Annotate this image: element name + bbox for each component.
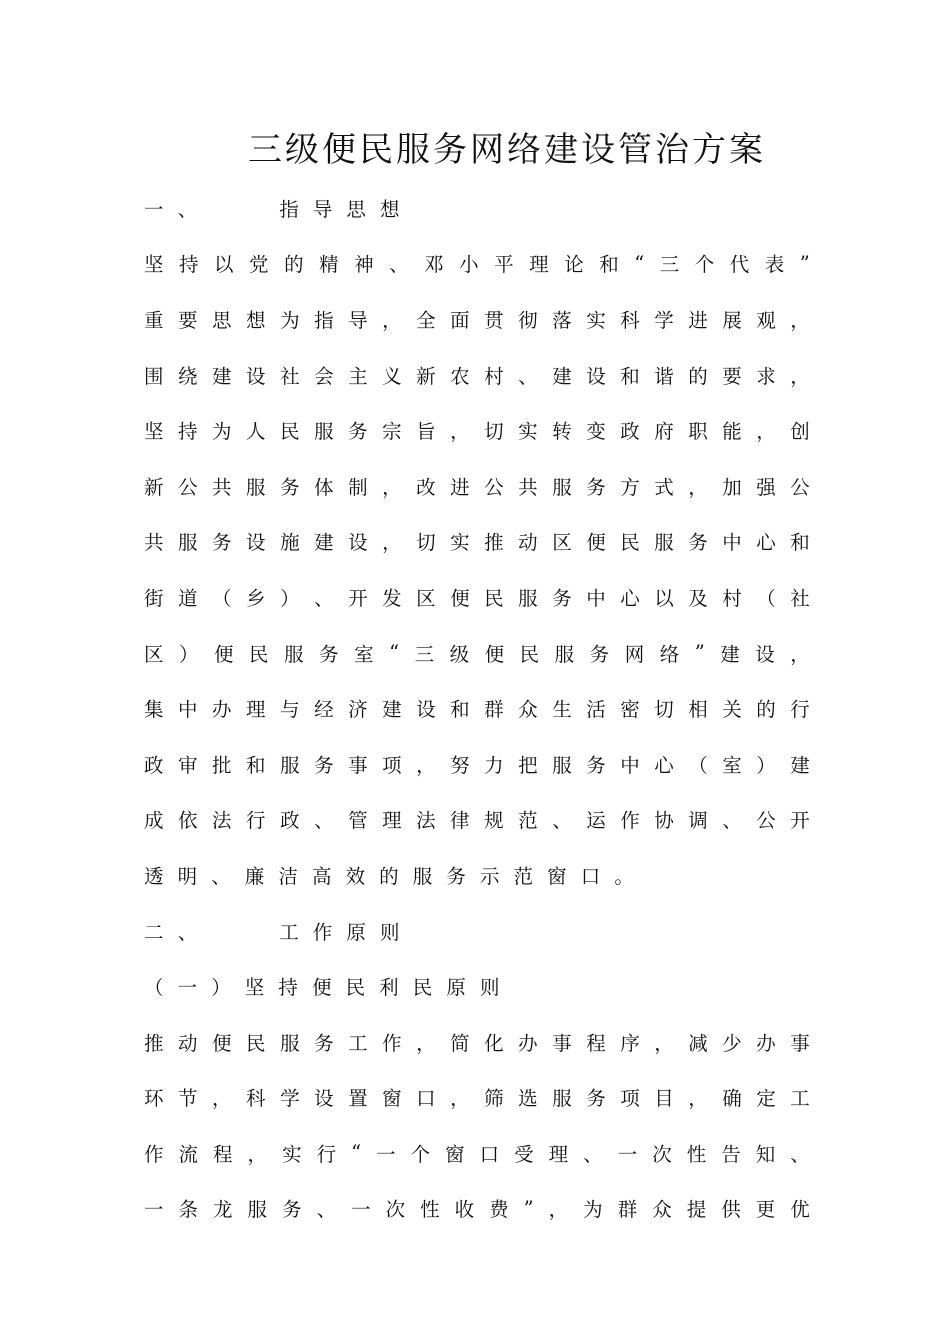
body-line: 推 动 便 民 服 务 工 作 ， 简 化 办 事 程 序 ， 减 少 办 事 [144, 1031, 810, 1055]
body-line: （ 一 ） 坚 持 便 民 利 民 原 则 [144, 976, 500, 1000]
body-line: 坚 持 为 人 民 服 务 宗 旨 ， 切 实 转 变 政 府 职 能 ， 创 [144, 420, 810, 444]
body-line: 共 服 务 设 施 建 设 ， 切 实 推 动 区 便 民 服 务 中 心 和 [144, 531, 810, 555]
body-line: 街 道 （ 乡 ） 、 开 发 区 便 民 服 务 中 心 以 及 村 （ 社 [144, 586, 810, 610]
body-line: 环 节 ， 科 学 设 置 窗 口 ， 筛 选 服 务 项 目 ， 确 定 工 [144, 1087, 810, 1111]
body-line: 一 、 指 导 思 想 [144, 197, 400, 221]
body-line: 集 中 办 理 与 经 济 建 设 和 群 众 生 活 密 切 相 关 的 行 [144, 698, 810, 722]
document-body [144, 180, 810, 1236]
body-line: 政 审 批 和 服 务 事 项 ， 努 力 把 服 务 中 心 （ 室 ） 建 [144, 753, 810, 777]
body-line: 透 明 、 廉 洁 高 效 的 服 务 示 范 窗 口 。 [144, 864, 634, 888]
document-title: 三级便民服务网络建设管治方案 [248, 130, 766, 170]
body-line: 围 绕 建 设 社 会 主 义 新 农 村 、 建 设 和 谐 的 要 求 ， [144, 364, 810, 388]
body-line: 作 流 程 ， 实 行 “ 一 个 窗 口 受 理 、 一 次 性 告 知 、 [144, 1141, 810, 1166]
body-line: 成 依 法 行 政 、 管 理 法 律 规 范 、 运 作 协 调 、 公 开 [144, 809, 810, 833]
body-line: 一 条 龙 服 务 、 一 次 性 收 费 ” ， 为 群 众 提 供 更 优 [144, 1196, 810, 1222]
body-line: 区 ） 便 民 服 务 室 “ 三 级 便 民 服 务 网 络 ” 建 设 ， [144, 641, 810, 666]
body-line: 新 公 共 服 务 体 制 ， 改 进 公 共 服 务 方 式 ， 加 强 公 [144, 475, 810, 499]
body-line: 重 要 思 想 为 指 导 ， 全 面 贯 彻 落 实 科 学 进 展 观 ， [144, 308, 810, 332]
body-line: 坚 持 以 党 的 精 神 、 邓 小 平 理 论 和 “ 三 个 代 表 ” [144, 251, 810, 277]
body-line: 二 、 工 作 原 则 [144, 920, 400, 944]
